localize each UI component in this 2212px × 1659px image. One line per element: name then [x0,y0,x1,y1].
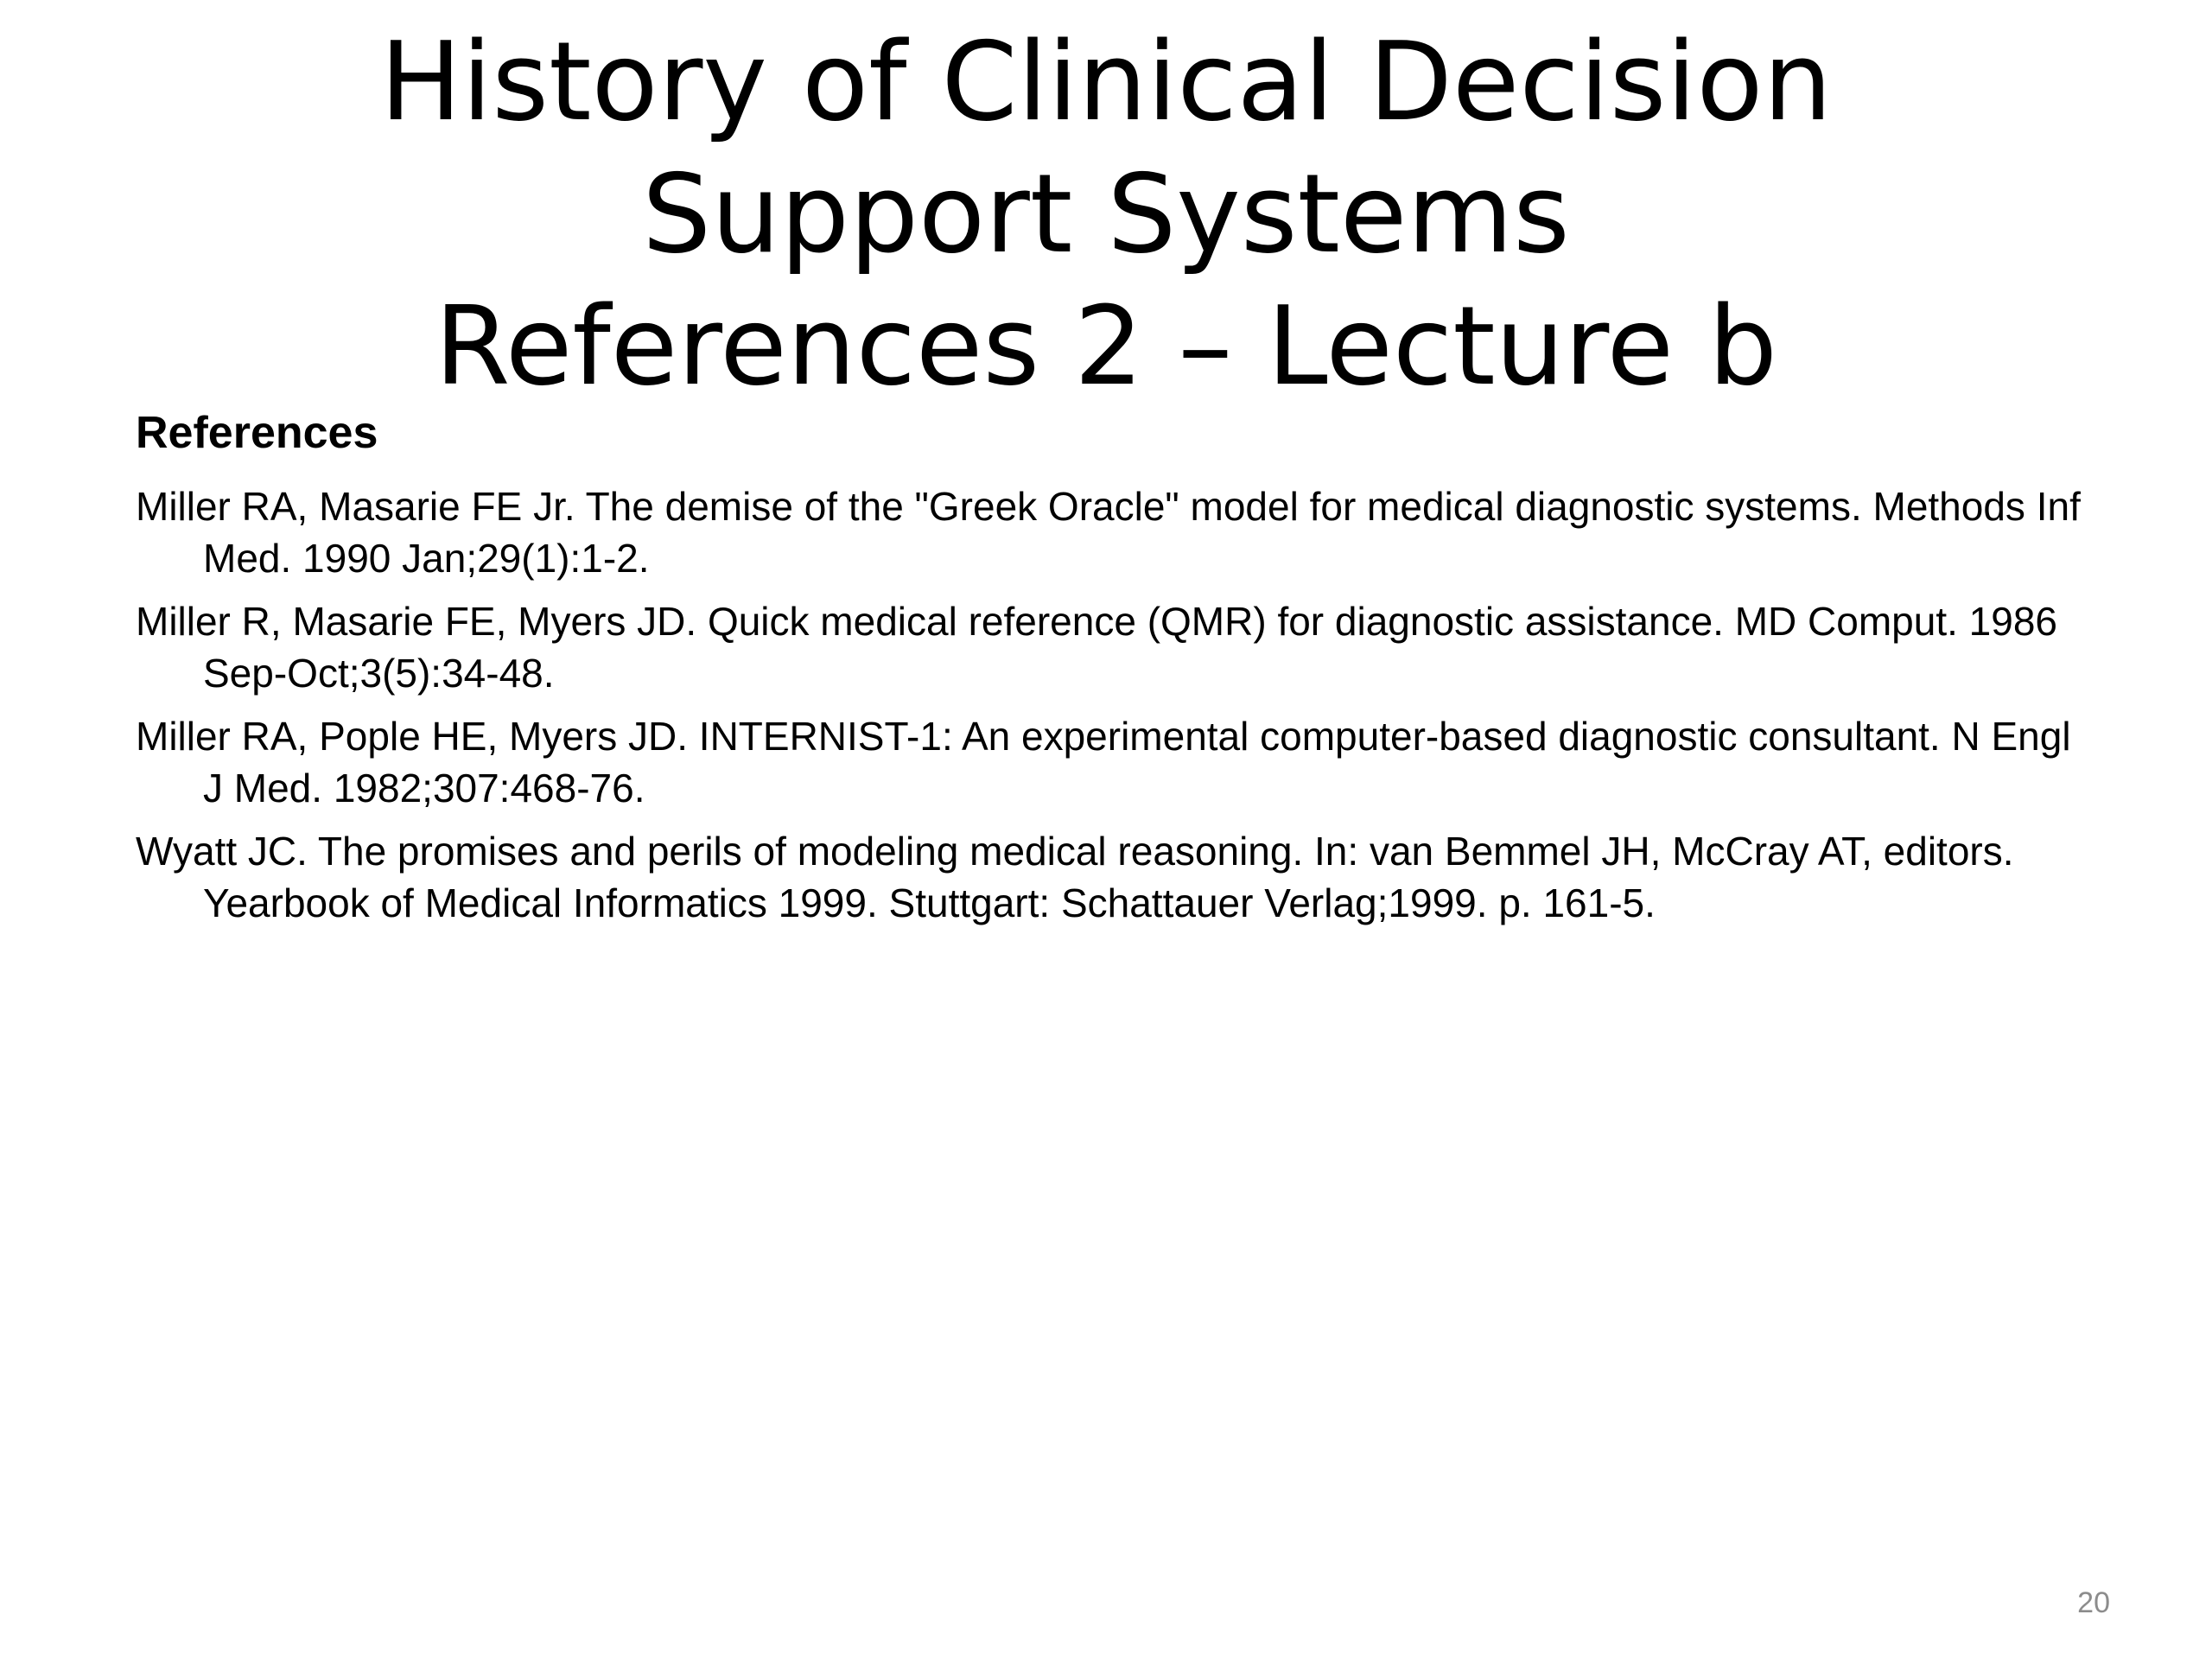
reference-item: Miller RA, Masarie FE Jr. The demise of the "Greek Oracle" model for medical diagnostic systems. Methods Inf Med. 1990 Jan;29(1):1-2. [136,484,2081,581]
references-heading: References [136,408,378,458]
title-line-1: History of Clinical Decision [379,18,1833,145]
slide-title [0,16,2212,412]
references-section [136,403,2088,940]
reference-item: Miller RA, Pople HE, Myers JD. INTERNIST-1: An experimental computer-based diagnostic consultant. N Engl J Med. 1982;307:468-76. [136,714,2071,810]
reference-item: Wyatt JC. The promises and perils of modeling medical reasoning. In: van Bemmel JH, McCray AT, editors. Yearbook of Medical Informatics 1999. Stuttgart: Schattauer Verlag;1999. p. 161-5. [136,829,2014,925]
page-number: 20 [2077,1586,2110,1619]
reference-item: Miller R, Masarie FE, Myers JD. Quick medical reference (QMR) for diagnostic assistance. MD Comput. 1986 Sep-Oct;3(5):34-48. [136,599,2057,696]
title-line-3: References 2 – Lecture b [434,283,1778,410]
title-line-2: Support Systems [642,150,1570,277]
